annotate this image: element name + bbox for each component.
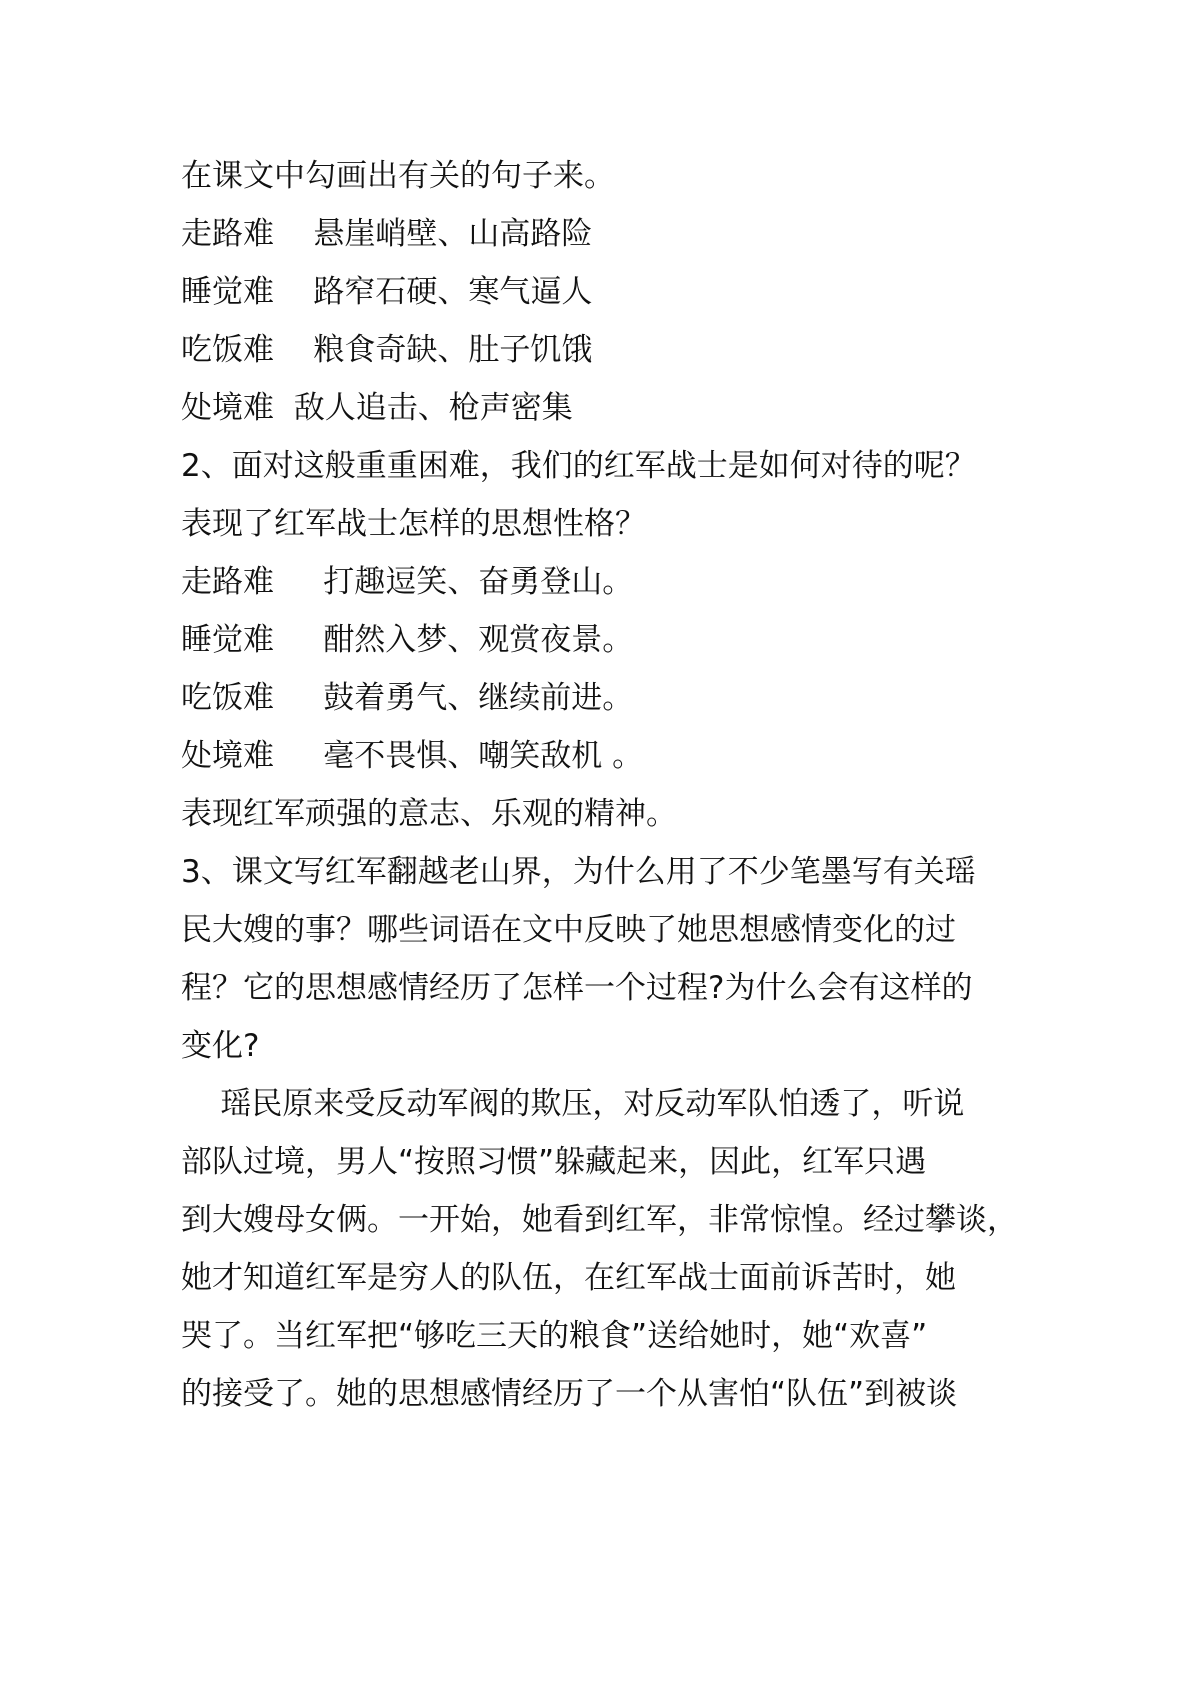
- text-line: 程？它的思想感情经历了怎样一个过程?为什么会有这样的: [181, 970, 973, 1006]
- text-line: 部队过境，男人“按照习惯”躲藏起来，因此，红军只遇: [181, 1144, 927, 1180]
- text-line: 2、面对这般重重困难，我们的红军战士是如何对待的呢？: [181, 448, 976, 484]
- text-line: 到大嫂母女俩。一开始，她看到红军，非常惊惶。经过攀谈，: [181, 1202, 1018, 1238]
- text-line: 走路难 悬崖峭壁、山高路险: [181, 216, 593, 252]
- text-line: 处境难 敌人追击、枪声密集: [181, 390, 573, 426]
- text-line: 的接受了。她的思想感情经历了一个从害怕“队伍”到被谈: [181, 1376, 958, 1412]
- text-line: 睡觉难 路窄石硬、寒气逼人: [181, 274, 593, 310]
- text-line: 在课文中勾画出有关的句子来。: [181, 158, 615, 194]
- text-line: 吃饭难 粮食奇缺、肚子饥饿: [181, 332, 593, 368]
- text-line: 表现了红军战士怎样的思想性格？: [181, 506, 646, 542]
- text-line: 吃饭难 鼓着勇气、继续前进。: [181, 680, 634, 716]
- text-line: 她才知道红军是穷人的队伍，在红军战士面前诉苦时，她: [181, 1260, 956, 1296]
- text-line: 瑶民原来受反动军阀的欺压，对反动军队怕透了，听说: [181, 1086, 965, 1122]
- text-line: 民大嫂的事？哪些词语在文中反映了她思想感情变化的过: [181, 912, 956, 948]
- text-line: 睡觉难 酣然入梦、观赏夜景。: [181, 622, 634, 658]
- text-line: 哭了。当红军把“够吃三天的粮食”送给她时，她“欢喜”: [181, 1318, 928, 1354]
- text-line: 处境难 毫不畏惧、嘲笑敌机 。: [181, 738, 644, 774]
- text-line: 表现红军顽强的意志、乐观的精神。: [181, 796, 677, 832]
- text-line: 走路难 打趣逗笑、奋勇登山。: [181, 564, 634, 600]
- text-line: 3、课文写红军翻越老山界，为什么用了不少笔墨写有关瑶: [181, 854, 976, 890]
- text-line: 变化?: [181, 1028, 260, 1064]
